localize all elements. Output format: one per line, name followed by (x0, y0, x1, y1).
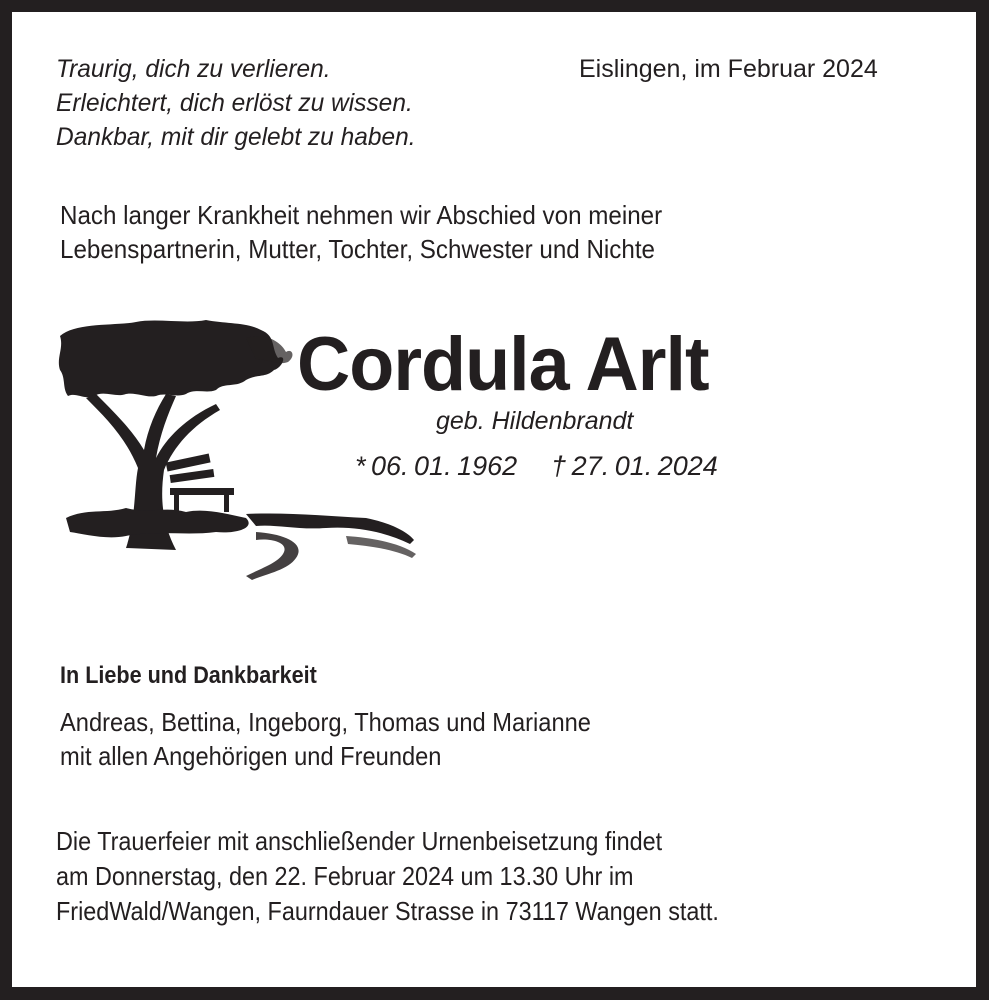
mourners-line: mit allen Angehörigen und Freunden (60, 741, 442, 771)
place-and-date: Eislingen, im Februar 2024 (579, 55, 878, 83)
death-date: † 27. 01. 2024 (551, 451, 718, 481)
poem (56, 52, 423, 154)
poem-line: Traurig, dich zu verlieren. (56, 55, 331, 83)
mourners-heading: In Liebe und Dankbarkeit (60, 662, 317, 689)
birth-date: * 06. 01. 1962 (355, 451, 518, 481)
mourners-list (60, 705, 591, 773)
mourners-line: Andreas, Bettina, Ingeborg, Thomas und Marianne (60, 707, 591, 737)
life-dates (355, 448, 718, 484)
service-line: am Donnerstag, den 22. Februar 2024 um 13.30 Uhr im (56, 861, 634, 891)
obituary-notice (12, 12, 976, 987)
poem-line: Erleichtert, dich erlöst zu wissen. (56, 89, 413, 117)
intro-text (60, 198, 662, 266)
maiden-name: geb. Hildenbrandt (436, 407, 634, 435)
intro-line: Nach langer Krankheit nehmen wir Abschied von meiner (60, 200, 663, 230)
intro-line: Lebenspartnerin, Mutter, Tochter, Schwester und Nichte (60, 234, 655, 264)
service-line: FriedWald/Wangen, Faurndauer Strasse in 73117 Wangen statt. (56, 896, 719, 926)
service-line: Die Trauerfeier mit anschließender Urnenbeisetzung findet (56, 826, 663, 856)
poem-line: Dankbar, mit dir gelebt zu haben. (56, 123, 416, 151)
service-details (56, 824, 719, 929)
deceased-name: Cordula Arlt (297, 322, 709, 407)
